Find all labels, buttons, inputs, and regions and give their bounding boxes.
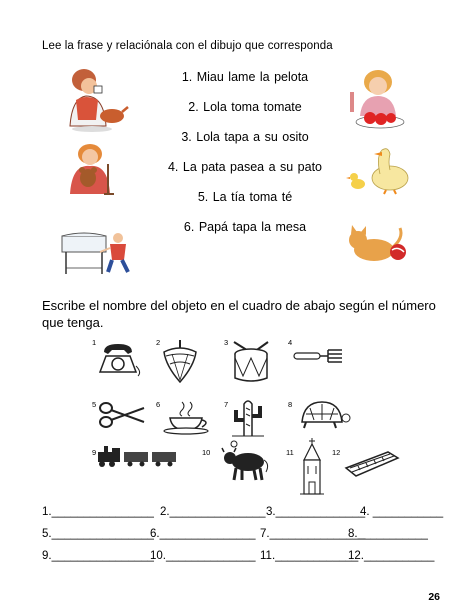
answer-line-7[interactable]: 7._______________ [260,528,366,540]
sentence-3: 3. Lola tapa a su osito [181,130,309,144]
bull-icon [220,440,270,482]
harmonica-icon [342,448,400,478]
object-number: 8 [288,400,293,409]
cactus-icon [228,398,268,438]
answer-line-11[interactable]: 11._____________ [260,550,359,562]
answer-line-2[interactable]: 2._______________ [160,506,266,518]
teacup-icon [162,400,212,434]
answer-line-4[interactable]: 4. ___________ [360,506,444,518]
answer-line-3[interactable]: 3.______________ [266,506,366,518]
sentence-5: 5. La tía toma té [197,190,293,204]
cat-with-ball-icon [346,220,412,266]
object-number: 5 [92,400,97,409]
object-number: 1 [92,338,97,347]
answer-line-5[interactable]: 5.________________ [42,528,154,540]
answer-line-9[interactable]: 9.________________ [42,550,154,562]
man-covering-table-icon [60,228,136,276]
page-number: 26 [428,591,440,603]
drum-icon [228,340,274,384]
sentence-1: 1. Miau lame la pelota [181,70,309,84]
object-number: 3 [224,338,229,347]
object-number: 6 [156,400,161,409]
answer-line-10[interactable]: 10.______________ [150,550,256,562]
object-number: 10 [202,448,211,457]
instruction-write: Escribe el nombre del objeto en el cuadro de abajo según el número que tenga. [42,298,436,330]
object-number: 2 [156,338,161,347]
object-number: 11 [286,448,294,457]
girl-with-teddy-bear-icon [64,142,122,198]
turtle-icon [294,396,350,432]
object-number: 7 [224,400,229,409]
answer-line-8[interactable]: 8.___________ [348,528,428,540]
answer-line-1[interactable]: 1.________________ [42,506,154,518]
object-number: 12 [332,448,341,457]
object-number: 4 [288,338,293,347]
duck-and-duckling-icon [346,144,412,194]
fork-icon [292,344,344,368]
girl-eating-tomatoes-icon [348,66,410,132]
sentence-2: 2. Lola toma tomate [188,100,302,114]
spinning-top-icon [160,340,200,384]
woman-drinking-tea-icon [62,66,128,134]
church-tower-icon [298,438,326,496]
answer-line-12[interactable]: 12.___________ [348,550,435,562]
sentence-6: 6. Papá tapa la mesa [183,220,307,234]
sentence-4: 4. La pata pasea a su pato [167,160,323,174]
instruction-match: Lee la frase y relaciónala con el dibujo que corresponda [42,40,333,52]
telephone-icon [98,342,142,376]
train-icon [96,446,180,468]
scissors-icon [98,400,146,430]
answer-line-6[interactable]: 6._______________ [150,528,256,540]
object-number: 9 [92,448,97,457]
